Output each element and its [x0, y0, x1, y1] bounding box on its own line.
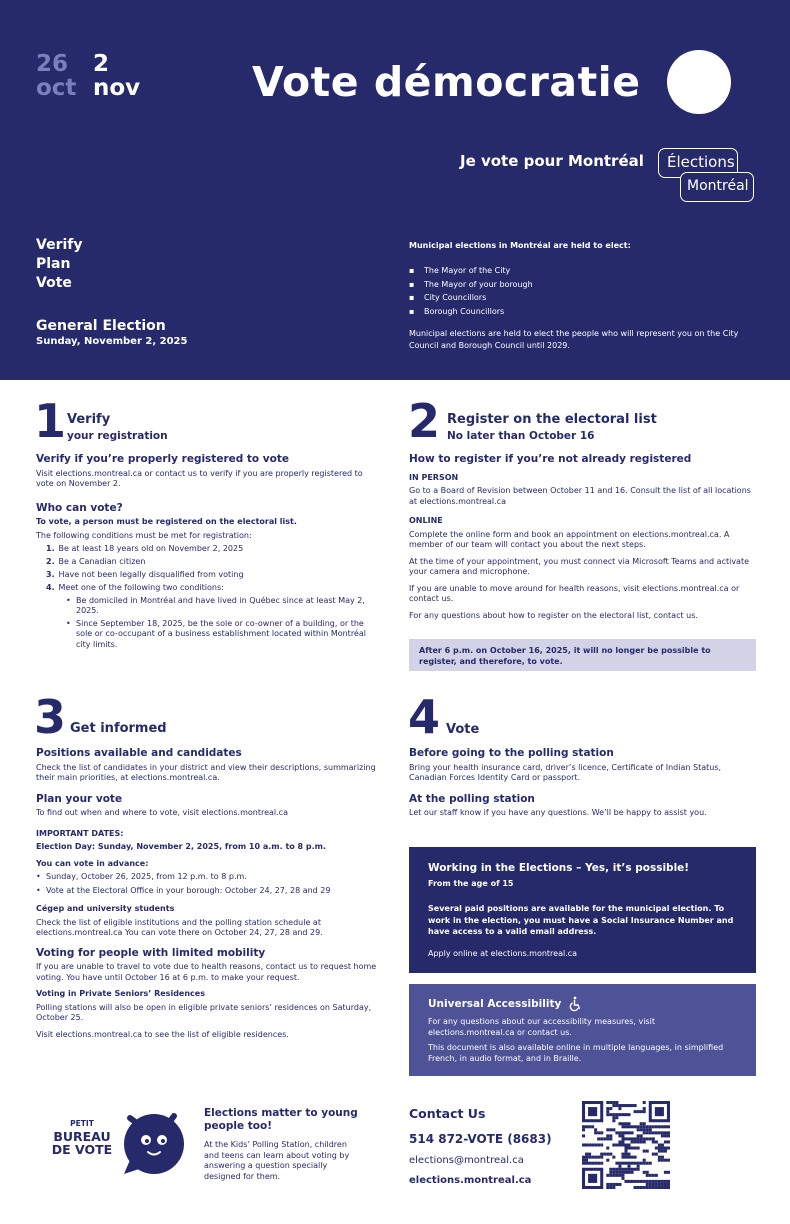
election-name: General Election	[36, 318, 166, 334]
list-item: ▪ Borough Councillors	[409, 305, 769, 319]
elect-info: Municipal elections in Montréal are held to elect: ▪ The Mayor of the City ▪ The Mayor of your borough ▪ City Councillors ▪ Borough Councillors Municipal elections are held to elect the people who will represent you on the City Council and Borough Council until 2029.	[409, 240, 769, 352]
section-4-number: 4	[408, 690, 441, 744]
wheelchair-icon	[567, 996, 583, 1012]
section-2-body: How to register if you’re not already registered IN PERSON Go to a Board of Revision between October 11 and 16. Consult the list of all locations at elections.montreal.ca ONLINE Complete the online form and book an appointment on elections.montreal.ca. A member of our team will contact you about the next steps. At the time of your appointment, you must connect via Microsoft Teams and activate your camera and microphone. If you are unable to move around for health reasons, visit elections.montreal.ca or contact us. For any questions about how to register on the electoral list, contact us.	[409, 453, 751, 620]
list-item: • Since September 18, 2025, be the sole or co-owner of a building, or the sole or co-occupant of a business establishment located within Montréal city limits.	[66, 619, 381, 651]
tagline: Je vote pour Montréal	[460, 152, 644, 170]
election-date: Sunday, November 2, 2025	[36, 336, 188, 347]
list-item: 4. Meet one of the following two conditions: • Be domiciled in Montréal and have lived in Québec since at least May 2, 2025. • Since September 18, 2025, be the sole or co-owner of a building, or the sole or co-occupant of a business establishment located within Montréal city limits.	[46, 583, 381, 650]
seniors-link[interactable]: Visit elections.montreal.ca to see the list of eligible residences.	[36, 1029, 289, 1039]
section-3-number: 3	[34, 690, 67, 744]
list-item: • Be domiciled in Montréal and have lived in Québec since at least May 2, 2025.	[66, 596, 381, 617]
list-item: 1. Be at least 18 years old on November 2, 2025	[46, 544, 244, 553]
section-2-number: 2	[408, 394, 441, 448]
list-item: ▪ City Councillors	[409, 291, 769, 305]
section-3-body: Positions available and candidates Check the list of candidates in your district and view their descriptions, summarizing their main priorities, at elections.montreal.ca. Plan your vote To find out when and where to vote, visit elections.montreal.ca IMPORTANT DATES: Election Day: Sunday, November 2, 2025, from 10 a.m. to 8 p.m. You can vote in advance: • Sunday, October 26, 2025, from 12 p.m. to 8 p.m. • Vote at the Electoral Office in your borough: October 24, 27, 28 and 29 Cégep and university students Check the list of eligible institutions and the polling station schedule at elections.montreal.ca You can vote there on October 24, 27, 28 and 29. Voting for people with limited mobility If you are unable to travel to vote due to health reasons, contact us to request home voting. You have until October 16 at 6 p.m. to make your request. Voting in Private Seniors’ Residences Polling stations will also be open in eligible private seniors’ residences on Saturday, October 25. Visit elections.montreal.ca to see the list of eligible residences.	[36, 748, 386, 1046]
contact-block: Contact Us 514 872-VOTE (8683) elections@montreal.ca elections.montreal.ca	[409, 1106, 552, 1186]
email-link[interactable]: elections@montreal.ca	[409, 1155, 524, 1166]
section-2-title: Register on the electoral list	[447, 412, 657, 427]
decorative-circle	[667, 50, 731, 114]
work-in-elections-box: Working in the Elections – Yes, it’s possible! From the age of 15 Several paid positions are available for the municipal election. To work in the election, you must have a Social Insurance Number and have access to a valid email address. Apply online at elections.montreal.ca	[409, 847, 756, 973]
section-1-body: Verify if you’re properly registered to vote Visit elections.montreal.ca or contact us to verify if you are properly registered to vote on November 2. Who can vote? To vote, a person must be registered on the electoral list. The following conditions must be met for registration: 1. Be at least 18 years old on November 2, 2025 2. Be a Canadian citizen 3. Have not been legally disqualified from voting 4. Meet one of the following two conditions: • Be domiciled in Montréal and have lived in Québec since at least May 2, 2025. • Since September 18, 2025, be the sole or co-owner of a building, or the sole or co-occupant of a business establishment located within Montréal city limits.	[36, 454, 381, 653]
list-item: • Sunday, October 26, 2025, from 12 p.m. to 8 p.m.	[36, 872, 386, 883]
kids-polling-info: Elections matter to young people too! At the Kids’ Polling Station, children and teens can learn about voting by answering a question specially designed for them.	[204, 1107, 358, 1181]
section-4-body: Before going to the polling station Bring your health insurance card, driver’s licence, Certificate of Indian Status, Canadian Forces Identity Card or passport. At the polling station Let our staff know if you have any questions. We’ll be happy to assist you.	[409, 747, 722, 817]
section-1-number: 1	[34, 394, 67, 448]
section-3-title: Get informed	[70, 721, 167, 736]
apply-link[interactable]: Apply online at elections.montreal.ca	[428, 948, 578, 958]
phone-link[interactable]: 514 872-VOTE (8683)	[409, 1132, 552, 1146]
page-title: Vote démocratie	[252, 58, 641, 106]
list-item: • Vote at the Electoral Office in your borough: October 24, 27, 28 and 29	[36, 886, 386, 897]
section-1-subtitle: your registration	[67, 430, 168, 442]
list-item: 3. Have not been legally disqualified from voting	[46, 570, 244, 579]
steps-list: Verify Plan Vote	[36, 237, 83, 291]
header-banner	[0, 0, 790, 380]
list-item: ▪ The Mayor of the City	[409, 264, 769, 278]
start-date: 26 oct	[36, 51, 77, 101]
petit-bureau-de-vote-logo: PETIT BUREAU DE VOTE	[51, 1119, 113, 1157]
registration-deadline-notice: After 6 p.m. on October 16, 2025, it will no longer be possible to register, and therefore, to vote.	[409, 639, 756, 671]
end-date: 2 nov	[93, 51, 141, 101]
list-item: 2. Be a Canadian citizen	[46, 557, 146, 566]
qr-code-icon[interactable]	[582, 1101, 670, 1189]
elections-montreal-logo: Élections Montréal	[656, 146, 760, 212]
section-4-title: Vote	[446, 722, 480, 737]
list-item: ▪ The Mayor of your borough	[409, 278, 769, 292]
section-2-subtitle: No later than October 16	[447, 430, 595, 442]
section-1-title: Verify	[67, 412, 111, 427]
accessibility-box: Universal Accessibility For any questions about our accessibility measures, visit elections.montreal.ca or contact us. This document is also available online in multiple languages, in simplified French, in audio format, and in Braille.	[409, 984, 756, 1076]
website-link[interactable]: elections.montreal.ca	[409, 1175, 532, 1186]
mascot-icon	[120, 1110, 188, 1176]
